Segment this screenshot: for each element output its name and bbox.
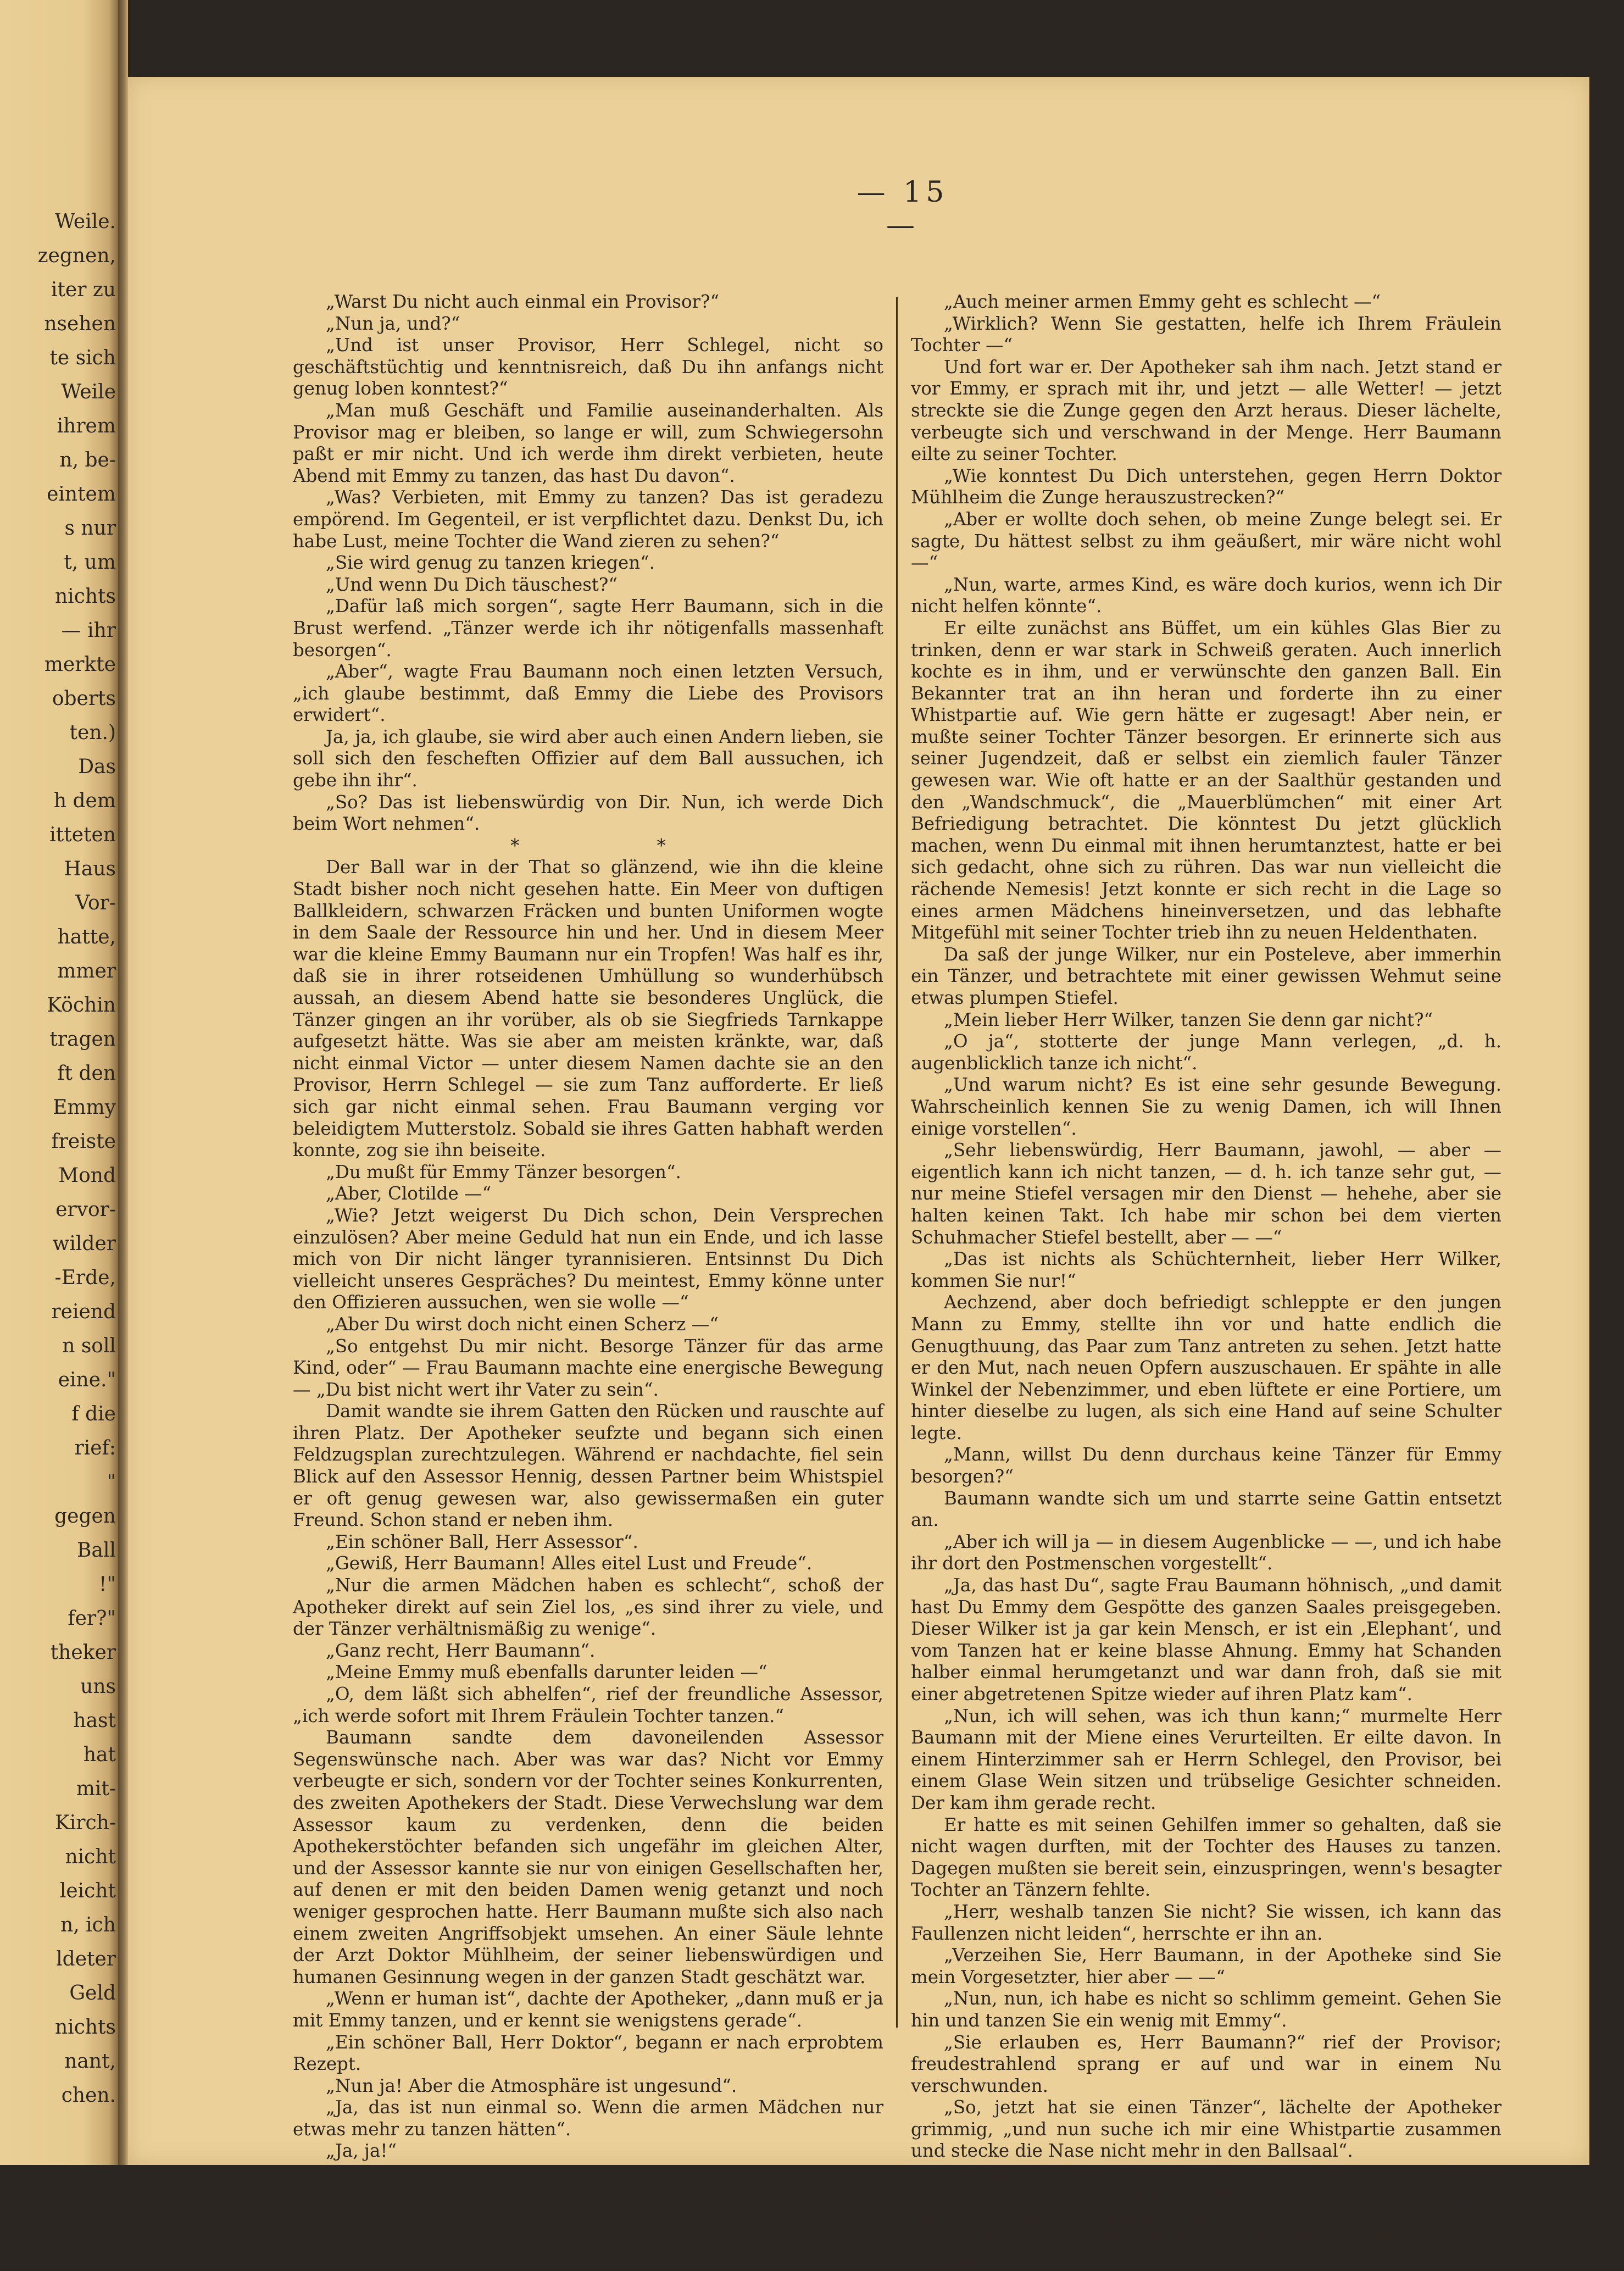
- paragraph: Er eilte zunächst ans Büffet, um ein kühles Glas Bier zu trinken, denn er war stark in Schweiß geraten. Auch innerlich kochte es in ihm, und er verwünschte den ganzen Ball. Ein Bekannter trat an ihn heran und forderte ihn zu einer Whistpartie auf. Wie gern hätte er zugesagt! Aber nein, er mußte seiner Tochter Tänzer besorgen. Er erinnerte sich aus seiner Jugendzeit, daß er selbst ein ziemlich fauler Tänzer gewesen war. Wie oft hatte er an der Saalthür gestanden und den „Wandschmuck“, die „Mauerblümchen“ mit einer Art Befriedigung betrachtet. Die könntest Du jetzt glücklich machen, wenn Du einmal mit ihnen herumtanztest, hatte er bei sich gedacht, ohne sich zu rühren. Das war nun vielleicht die rächende Nemesis! Jetzt konnte er sich recht in die Lage so eines armen Mädchens hineinversetzen, und das lebhafte Mitgefühl mit seiner Tochter trieb ihn zu neuen Heldenthaten.: [911, 617, 1501, 943]
- previous-page-text-fragment: gegen: [54, 1505, 116, 1528]
- paragraph: „Wenn er human ist“, dachte der Apotheker, „dann muß er ja mit Emmy tanzen, und er kennt sie wenigstens gerade“.: [293, 1988, 883, 2031]
- text-column-left: [293, 291, 883, 2162]
- previous-page-text-fragment: iter zu: [51, 279, 116, 301]
- paragraph: Und Herr Baumann spielte unentwegt Whist. Leider nahte aber die Stunde des Soupers, und er mußte an seine Familie denken. Düstere Ahnungen zwangen ihn, sich auf neue Stürme von seiten seiner Gattin gefaßt zu machen. Er hatte sich nicht getäuscht.: [911, 2162, 1501, 2270]
- previous-page-text-fragment: mit-: [76, 1778, 116, 1800]
- previous-page-text-fragment: Weile: [61, 381, 116, 403]
- previous-page-text-fragment: Geld: [69, 1982, 116, 2005]
- previous-page-text-fragment: ihrem: [57, 415, 116, 437]
- paragraph: „Ganz recht, Herr Baumann“.: [326, 1640, 596, 1661]
- previous-page-text-fragment: theker: [50, 1641, 116, 1664]
- previous-page-text-fragment: rief:: [74, 1437, 116, 1459]
- previous-page-text-fragment: Haus: [64, 858, 116, 880]
- previous-page-text-fragment: nant,: [64, 2050, 116, 2073]
- paragraph: „Und wenn Du Dich täuschest?“: [326, 574, 618, 595]
- paragraph: „Mein lieber Herr Wilker, tanzen Sie denn gar nicht?“: [944, 1009, 1433, 1030]
- previous-page-text-fragment: merkte: [44, 653, 116, 676]
- paragraph: „Aber ich will ja — in diesem Augenblicke — —, und ich habe ihr dort den Postmenschen vorgestellt“.: [911, 1531, 1501, 1574]
- previous-page-text-fragment: hatte,: [57, 926, 116, 948]
- previous-page-text-fragment: te sich: [49, 347, 116, 369]
- previous-page-text-fragment: — ihr: [61, 619, 116, 642]
- paragraph: „Meine Emmy muß ebenfalls darunter leiden —“: [326, 1662, 767, 1683]
- previous-page-text-fragment: wilder: [52, 1232, 116, 1255]
- paragraph: „Und warum nicht? Es ist eine sehr gesunde Bewegung. Wahrscheinlich kennen Sie zu wenig Damen, ich will Ihnen einige vorstellen“.: [911, 1074, 1501, 1139]
- paragraph: „Nun ja! Aber die Atmosphäre ist ungesund“.: [326, 2075, 737, 2096]
- previous-page-text-fragment: nichts: [55, 2016, 116, 2039]
- paragraph: „Wirklich? Wenn Sie gestatten, helfe ich Ihrem Fräulein Tochter —“: [911, 313, 1501, 356]
- previous-page-text-fragment: itteten: [49, 824, 116, 846]
- previous-page-text-fragment: n, ich: [60, 1914, 116, 1936]
- paragraph: „Aber Du wirst doch nicht einen Scherz —“: [326, 1313, 719, 1335]
- previous-page-text-fragment: nsehen: [44, 313, 116, 335]
- paragraph: „Aber er wollte doch sehen, ob meine Zunge belegt sei. Er sagte, Du hättest selbst zu ihm geäußert, mir wäre nicht wohl —“: [911, 508, 1501, 574]
- previous-page-text-fragment: ldeter: [56, 1948, 116, 1970]
- previous-page-text-fragment: !": [98, 1573, 116, 1596]
- paragraph: „Dafür laß mich sorgen“, sagte Herr Baumann, sich in die Brust werfend. „Tänzer werde ich ihr nötigenfalls massenhaft besorgen“.: [293, 596, 883, 660]
- paragraph: „Nun, nun, ich habe es nicht so schlimm gemeint. Gehen Sie hin und tanzen Sie ein wenig mit Emmy“.: [911, 1988, 1501, 2031]
- paragraph: „Sehr liebenswürdig, Herr Baumann, jawohl, — aber — eigentlich kann ich nicht tanzen, — d. h. ich tanze sehr gut, — nur meine Stiefel versagen mir den Dienst — hehehe, aber sie halten keinen Takt. Ich habe mir schon bei dem vierten Schuhmacher Stiefel bestellt, aber — —“: [911, 1140, 1501, 1248]
- paragraph: Und fort war er. Der Apotheker sah ihm nach. Jetzt stand er vor Emmy, er sprach mit ihr, und jetzt — alle Wetter! — jetzt streckte sie die Zunge gegen den Arzt heraus. Dieser lächelte, verbeugte sich und verschwand in der Menge. Herr Baumann eilte zu seiner Tochter.: [911, 356, 1501, 465]
- paragraph: Aechzend, aber doch befriedigt schleppte er den jungen Mann zu Emmy, stellte ihn vor und hatte endlich die Genugthuung, das Paar zum Tanz antreten zu sehen. Jetzt hatte er den Mut, nach neuen Opfern auszuschauen. Er spähte in alle Winkel der Nebenzimmer, und eben lüftete er eine Portiere, um hinter dieselbe zu lugen, als sich eine Hand auf seine Schulter legte.: [911, 1292, 1501, 1443]
- paragraph: „Das ist nichts als Schüchternheit, lieber Herr Wilker, kommen Sie nur!“: [911, 1248, 1501, 1291]
- previous-page-text-fragment: oberts: [52, 687, 116, 710]
- page-number: — 15 —: [857, 176, 949, 242]
- paragraph: * *: [510, 835, 732, 856]
- previous-page-text-fragment: s nur: [64, 517, 116, 540]
- paragraph: Er hatte es mit seinen Gehilfen immer so gehalten, daß sie nicht wagen durften, mit der Tochter des Hauses zu tanzen. Dagegen mußten sie bereit sein, einzuspringen, wenn's besagter Tochter an Tänzern fehlte.: [911, 1814, 1501, 1901]
- paragraph: „Du mußt für Emmy Tänzer besorgen“.: [326, 1161, 681, 1182]
- paragraph: „Ja, ja!“: [326, 2140, 397, 2162]
- paragraph: „Man muß Geschäft und Familie auseinanderhalten. Als Provisor mag er bleiben, so lange er will, zum Schwiegersohn paßt er mir nicht. Und ich werde ihm direkt verbieten, heute Abend mit Emmy zu tanzen, das hast Du davon“.: [293, 399, 883, 486]
- previous-page-text-fragment: h dem: [53, 790, 116, 812]
- paragraph: „O ja“, stotterte der junge Mann verlegen, „d. h. augenblicklich tanze ich nicht“.: [911, 1031, 1501, 1074]
- paragraph: Damit wandte sie ihrem Gatten den Rücken und rauschte auf ihren Platz. Der Apotheker seufzte und begann sich einen Feldzugsplan zurechtzulegen. Während er nachdachte, fiel sein Blick auf den Assessor Hennig, dessen Partner beim Whistspiel er oft genug gewesen war, also gewissermaßen ein guter Freund. Schon stand er neben ihm.: [293, 1401, 883, 1531]
- paragraph: Ja, ja, ich glaube, sie wird aber auch einen Andern lieben, sie soll sich den fescheften Offizier auf dem Ball aussuchen, ich gebe ihn ihr“.: [293, 726, 883, 791]
- previous-page-text-fragment: eintem: [47, 483, 116, 506]
- paragraph: „Ein schöner Ball, Herr Assessor“.: [326, 1531, 638, 1552]
- paragraph: „Ja, das ist nun einmal so. Wenn die armen Mädchen nur etwas mehr zu tanzen hätten“.: [293, 2097, 883, 2140]
- previous-page-text-fragment: zegnen,: [37, 245, 116, 267]
- previous-page-text-fragment: nichts: [55, 585, 116, 608]
- paragraph: „Sie wird genug zu tanzen kriegen“.: [326, 552, 655, 574]
- paragraph: „Nun, ich will sehen, was ich thun kann;“ murmelte Herr Baumann mit der Miene eines Verurteilten. Er eilte davon. In einem Hinterzimmer sah er Herrn Schlegel, den Provisor, bei einem Glase Wein sitzen und trübselige Gesichter schneiden. Der kam ihm gerade recht.: [911, 1705, 1501, 1813]
- previous-page-text-fragment: ervor-: [55, 1198, 116, 1221]
- paragraph: „Nur die armen Mädchen haben es schlecht“, schoß der Apotheker direkt auf sein Ziel los, „es sind ihrer zu viele, und der Tänzer verhältnismäßig zu wenige“.: [293, 1575, 883, 1640]
- previous-page-text-fragment: Emmy: [53, 1096, 116, 1119]
- previous-page-text-fragment: chen.: [61, 2084, 116, 2107]
- paragraph: Baumann wandte sich um und starrte seine Gattin entsetzt an.: [911, 1487, 1501, 1531]
- previous-page-text-fragment: eine.": [58, 1369, 116, 1391]
- previous-page-text-fragment: Köchin: [47, 994, 116, 1017]
- previous-page-text-fragment: mmer: [57, 960, 116, 982]
- previous-page-text-fragment: n soll: [62, 1335, 116, 1357]
- previous-page-text-fragment: tragen: [49, 1028, 116, 1051]
- previous-page-text-fragment: Ball: [77, 1539, 116, 1562]
- paragraph: „Ja, das hast Du“, sagte Frau Baumann höhnisch, „und damit hast Du Emmy dem Gespötte des ganzen Saales preisgegeben. Dieser Wilker ist ja gar kein Mensch, er ist ein ‚Elephant‘, und vom Tanzen hat er keine blasse Ahnung. Emmy hat Schanden halber einmal herumgetanzt und war dann froh, daß sie mit einer abgetretenen Spitze wieder auf ihren Platz kam“.: [911, 1575, 1501, 1704]
- paragraph: „Aber“, wagte Frau Baumann noch einen letzten Versuch, „ich glaube bestimmt, daß Emmy die Liebe des Provisors erwidert“.: [293, 661, 883, 726]
- previous-page-edge: [0, 0, 118, 2165]
- paragraph: „So? Das ist liebenswürdig von Dir. Nun, ich werde Dich beim Wort nehmen“.: [293, 791, 883, 835]
- paragraph: „Nun ja, und?“: [326, 313, 460, 334]
- previous-page-text-fragment: Weile.: [54, 210, 116, 233]
- paragraph: „Aber, Clotilde —“: [326, 1183, 492, 1204]
- previous-page-text-fragment: Das: [78, 756, 116, 778]
- previous-page-text-fragment: leicht: [59, 1880, 116, 1902]
- text-column-right: [911, 291, 1501, 2271]
- previous-page-text-fragment: n, be-: [59, 449, 116, 471]
- previous-page-text-fragment: hat: [83, 1743, 116, 1766]
- previous-page-text-fragment: Mond: [58, 1164, 116, 1187]
- paragraph: „Warst Du nicht auch einmal ein Provisor?“: [326, 291, 720, 312]
- paragraph: „Wie konntest Du Dich unterstehen, gegen Herrn Doktor Mühlheim die Zunge herauszustrecken?“: [911, 465, 1501, 508]
- paragraph: Der Ball war in der That so glänzend, wie ihn die kleine Stadt bisher noch nicht gesehen hatte. Ein Meer von duftigen Ballkleidern, schwarzen Fräcken und bunten Uniformen wogte in dem Saale der Ressource hin und her. Und in diesem Meer war die kleine Emmy Baumann nur ein Tropfen! Was half es ihr, daß sie in ihrer rotseidenen Umhüllung so wunderhübsch aussah, an diesem Abend hatte sie besonderes Unglück, die Tänzer gingen an ihr vorüber, als ob sie Siegfrieds Tarnkappe aufgesetzt hätte. Was sie aber am meisten kränkte, war, daß nicht einmal Victor — unter diesem Namen dachte sie an den Provisor, Herrn Schlegel — sie zum Tanz aufforderte. Er ließ sich gar nicht einmal sehen. Frau Baumann verging vor beleidigtem Mutterstolz. Sobald sie ihres Gatten habhaft werden konnte, zog sie ihn beiseite.: [293, 857, 883, 1161]
- previous-page-text-fragment: t, um: [64, 551, 116, 574]
- previous-page-text-fragment: Vor-: [75, 892, 116, 914]
- previous-page-text-fragment: ": [107, 1471, 116, 1493]
- previous-page-text-fragment: hast: [73, 1709, 116, 1732]
- previous-page-text-fragment: uns: [80, 1675, 116, 1698]
- paragraph: „Verzeihen Sie, Herr Baumann, in der Apotheke sind Sie mein Vorgesetzter, hier aber — —“: [911, 1945, 1501, 1987]
- paragraph: „So entgehst Du mir nicht. Besorge Tänzer für das arme Kind, oder“ — Frau Baumann machte eine energische Bewegung — „Du bist nicht wert ihr Vater zu sein“.: [293, 1335, 883, 1400]
- column-divider: [896, 297, 898, 2028]
- paragraph: „Wie? Jetzt weigerst Du Dich schon, Dein Versprechen einzulösen? Aber meine Geduld hat nun ein Ende, und ich lasse mich von Dir nicht länger tyrannisieren. Entsinnst Du Dich vielleicht unseres Gespräches? Du meintest, Emmy könne unter den Offizieren aussuchen, wen sie wolle —“: [293, 1204, 883, 1313]
- paragraph: „So, jetzt hat sie einen Tänzer“, lächelte der Apotheker grimmig, „und nun suche ich mir eine Whistpartie zusammen und stecke die Nase nicht mehr in den Ballsaal“.: [911, 2097, 1501, 2162]
- paragraph: „Herr, weshalb tanzen Sie nicht? Sie wissen, ich kann das Faullenzen nicht leiden“, herrschte er ihn an.: [911, 1901, 1501, 1944]
- previous-page-text-fragment: Kirch-: [54, 1812, 116, 1834]
- previous-page-text-fragment: f die: [71, 1403, 116, 1425]
- paragraph: „Mann, willst Du denn durchaus keine Tänzer für Emmy besorgen?“: [911, 1444, 1501, 1487]
- paragraph: „Auch meiner armen Emmy geht es schlecht —“: [944, 291, 1381, 312]
- paragraph: Da saß der junge Wilker, nur ein Posteleve, aber immerhin ein Tänzer, und betrachtete mit einer gewissen Wehmut seine etwas plumpen Stiefel.: [911, 943, 1501, 1008]
- previous-page-text-fragment: freiste: [51, 1130, 116, 1153]
- previous-page-text-fragment: reiend: [51, 1301, 116, 1323]
- previous-page-text-fragment: ft den: [57, 1062, 116, 1085]
- previous-page-text-fragment: nicht: [65, 1846, 116, 1868]
- paragraph: Baumann sandte dem davoneilenden Assessor Segenswünsche nach. Aber was war das? Nicht vor Emmy verbeugte er sich, sondern vor der Tochter seines Konkurrenten, des zweiten Apothekers der Stadt. Diese Verwechslung war dem Assessor kaum zu verdenken, denn die beiden Apothekerstöchter befanden sich ungefähr im gleichen Alter, und der Assessor kannte sie nur von einigen Gesellschaften her, auf denen er mit den beiden Damen wenig getanzt und noch weniger gesprochen hatte. Herr Baumann mußte sich also nach einem zweiten Angriffsobjekt umsehen. An einer Säule lehnte der Arzt Doktor Mühlheim, der seiner liebenswürdigen und humanen Gesinnung wegen in der ganzen Stadt geschätzt war.: [293, 1727, 883, 1987]
- previous-page-text-fragment: ten.): [69, 721, 116, 744]
- paragraph: „Was? Verbieten, mit Emmy zu tanzen? Das ist geradezu empörend. Im Gegenteil, er ist verpflichtet dazu. Denkst Du, ich habe Lust, meine Tochter die Wand zieren zu sehen?“: [293, 487, 883, 552]
- paragraph: „O, dem läßt sich abhelfen“, rief der freundliche Assessor, „ich werde sofort mit Ihrem Fräulein Tochter tanzen.“: [293, 1684, 883, 1726]
- paragraph: „Ein schöner Ball, Herr Doktor“, begann er nach erprobtem Rezept.: [293, 2031, 883, 2075]
- paragraph: „Und ist unser Provisor, Herr Schlegel, nicht so geschäftstüchtig und kenntnisreich, daß Du ihn anfangs nicht genug loben konntest?“: [293, 335, 883, 399]
- previous-page-text-fragment: -Erde,: [54, 1267, 116, 1289]
- page: [128, 77, 1589, 2270]
- paragraph: „Gewiß, Herr Baumann! Alles eitel Lust und Freude“.: [326, 1553, 813, 1574]
- book-gutter: [118, 0, 128, 2165]
- paragraph: „Nun, warte, armes Kind, es wäre doch kurios, wenn ich Dir nicht helfen könnte“.: [911, 574, 1501, 617]
- paragraph: „Sie erlauben es, Herr Baumann?“ rief der Provisor; freudestrahlend sprang er auf und war in einem Nu verschwunden.: [911, 2031, 1501, 2096]
- previous-page-text-fragment: fer?": [68, 1607, 116, 1630]
